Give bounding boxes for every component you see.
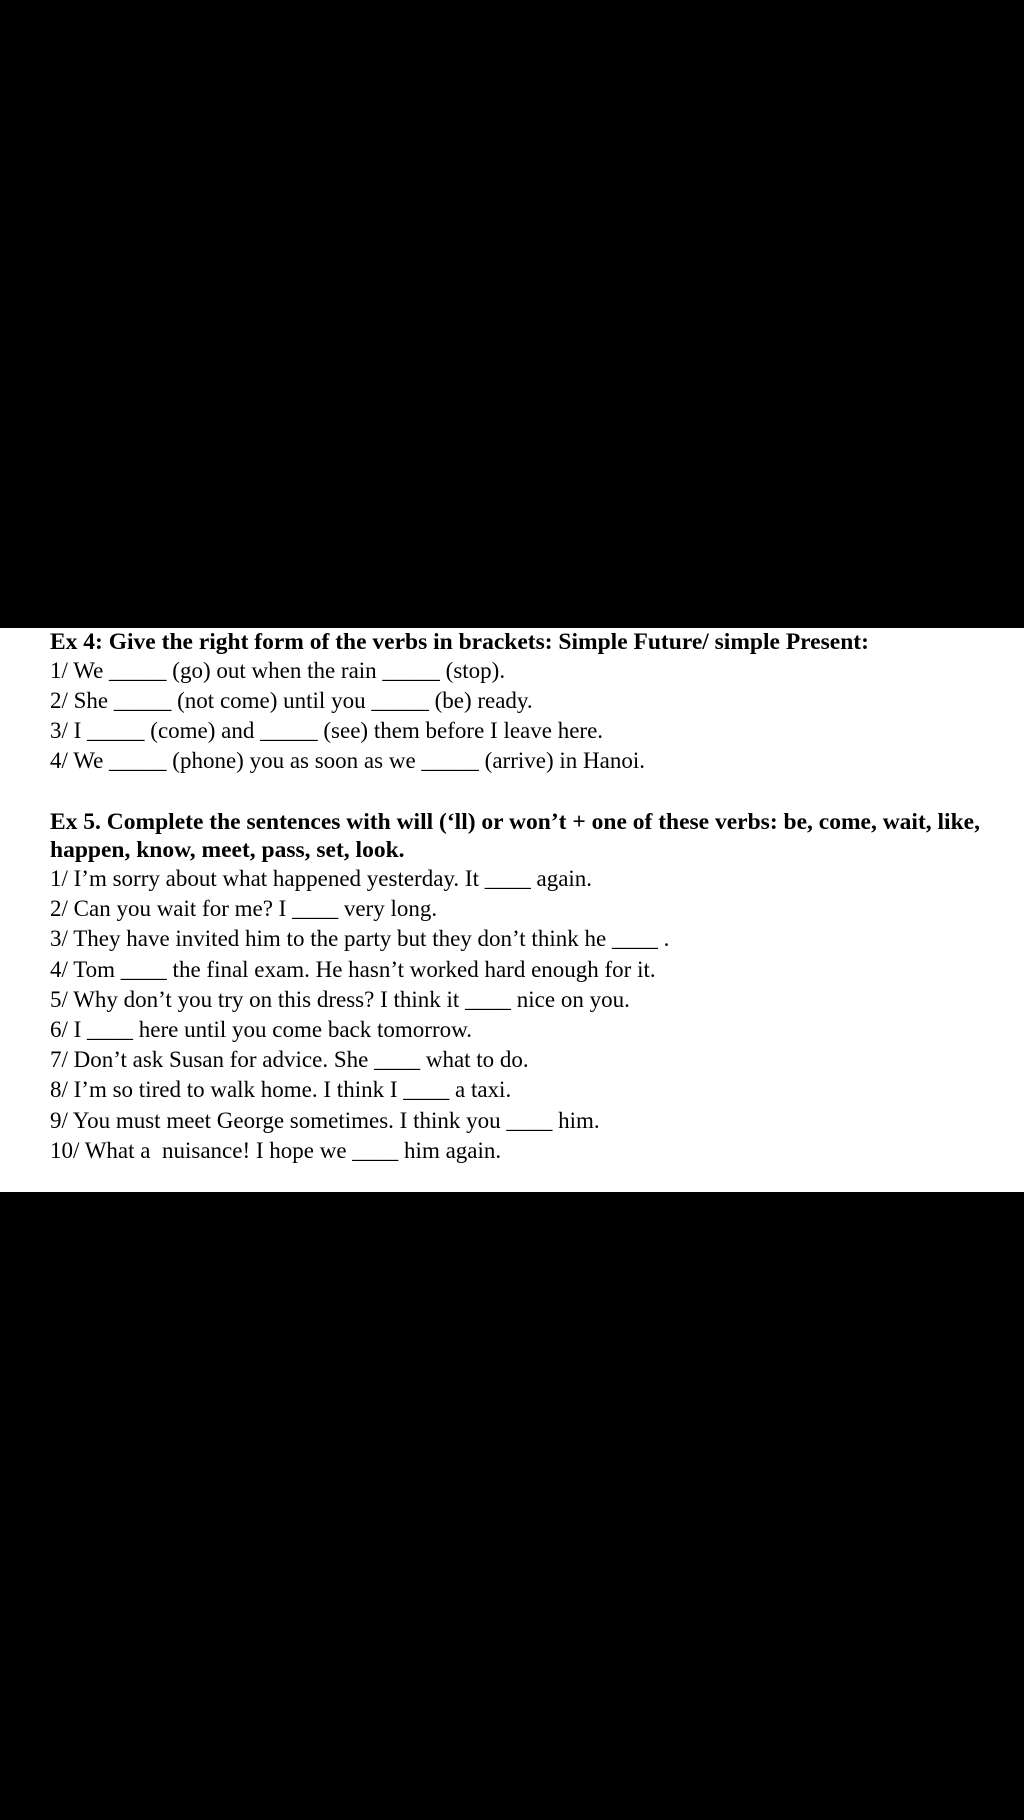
exercise-4 <box>50 628 1010 776</box>
exercise-4-item-2: 2/ She _____ (not come) until you _____ (be) ready. <box>50 688 533 713</box>
exercise-4-title: Ex 4: Give the right form of the verbs in brackets: Simple Future/ simple Present: <box>50 629 869 655</box>
exercise-4-item-1: 1/ We _____ (go) out when the rain _____ (stop). <box>50 658 506 683</box>
exercise-5-item-3: 3/ They have invited him to the party but they don’t think he ____ . <box>50 926 670 952</box>
exercise-5-item-7: 7/ Don’t ask Susan for advice. She ____ what to do. <box>50 1047 529 1073</box>
exercise-5-item-4: 4/ Tom ____ the final exam. He hasn’t worked hard enough for it. <box>50 956 656 982</box>
exercise-5 <box>50 808 1010 1166</box>
exercise-4-item-3: 3/ I _____ (come) and _____ (see) them before I leave here. <box>50 718 604 743</box>
exercise-5-item-1: 1/ I’m sorry about what happened yesterday. It ____ again. <box>50 866 593 891</box>
exercise-5-item-6: 6/ I ____ here until you come back tomorrow. <box>50 1017 472 1043</box>
exercise-5-item-5: 5/ Why don’t you try on this dress? I think it ____ nice on you. <box>50 986 630 1012</box>
exercise-5-title: Ex 5. Complete the sentences with will (‘ll) or won’t + one of these verbs: be, come, wait, like, happen, know, meet, pass, set, look. <box>50 809 986 863</box>
worksheet-page <box>0 628 1024 1192</box>
exercise-5-item-2: 2/ Can you wait for me? I ____ very long. <box>50 896 438 922</box>
exercise-5-item-9: 9/ You must meet George sometimes. I think you ____ him. <box>50 1107 600 1133</box>
exercise-5-item-8: 8/ I’m so tired to walk home. I think I ____ a taxi. <box>50 1077 512 1103</box>
exercise-4-item-4: 4/ We _____ (phone) you as soon as we _____ (arrive) in Hanoi. <box>50 748 645 773</box>
exercise-5-item-10: 10/ What a nuisance! I hope we ____ him again. <box>50 1137 502 1163</box>
